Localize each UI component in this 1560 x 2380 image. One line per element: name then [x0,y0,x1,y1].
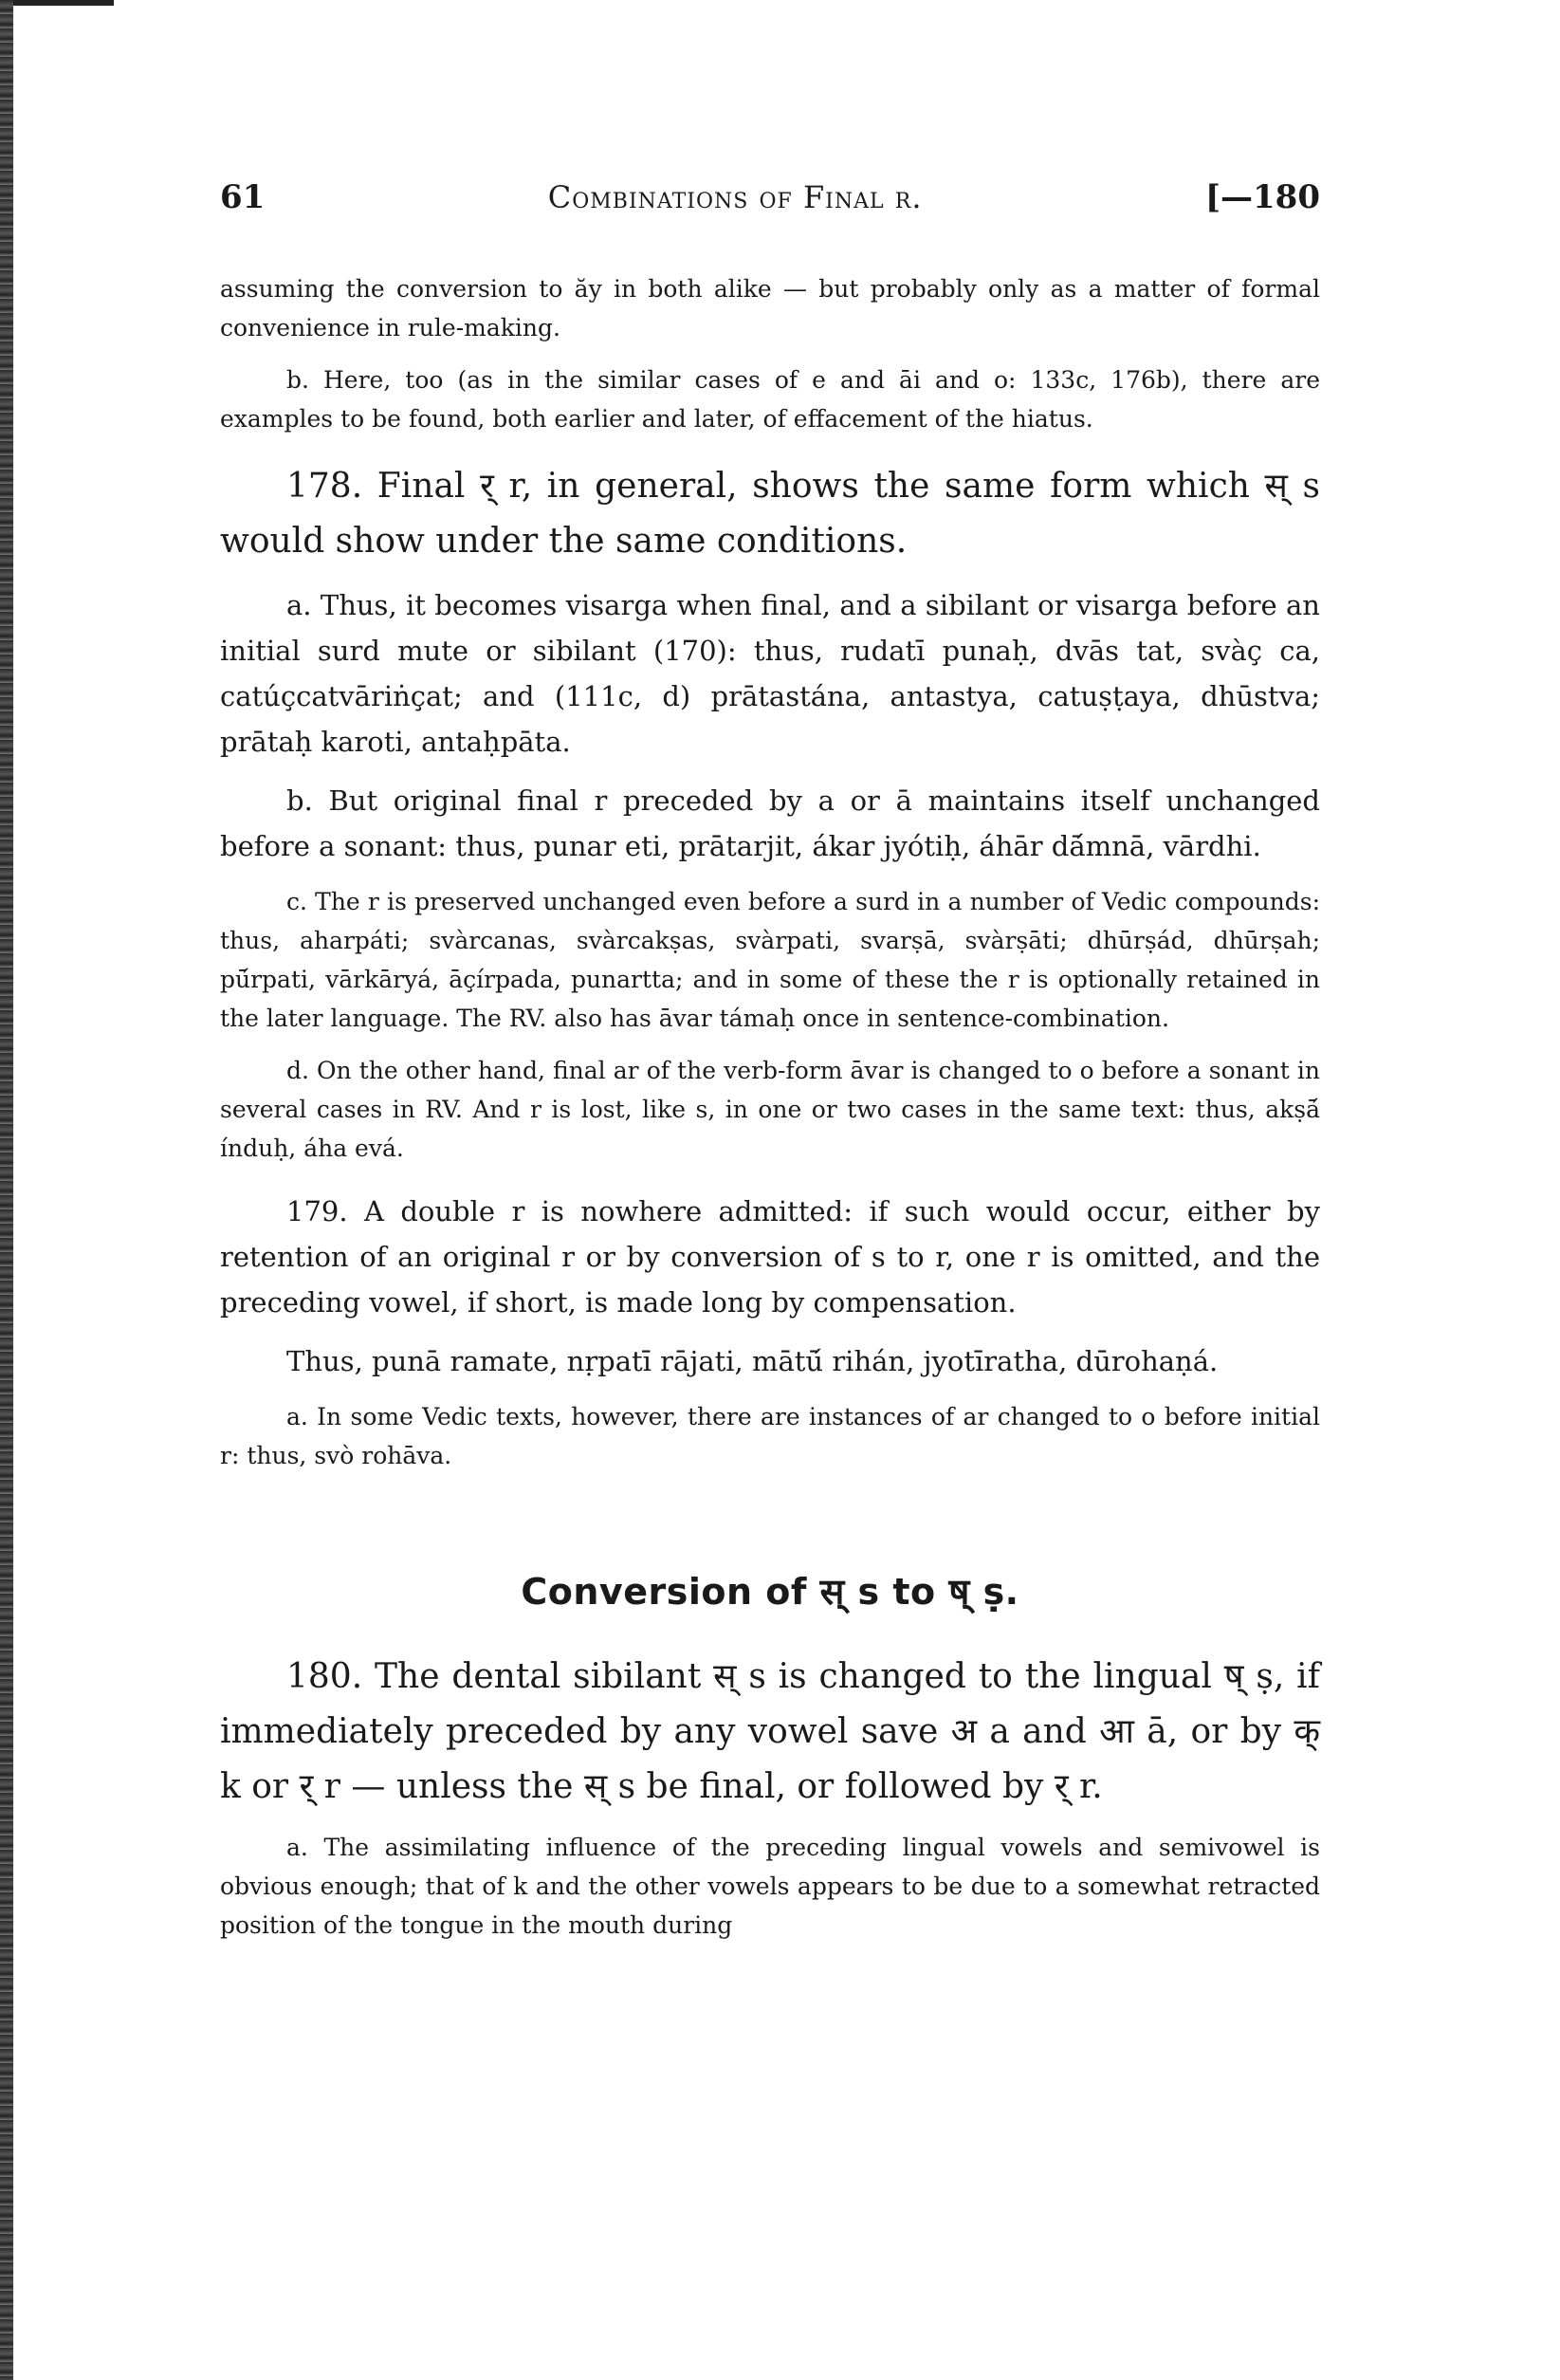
running-header [220,178,1320,216]
paragraph-178: 178. Final र् r, in general, shows the same form which स् s would show under the same conditions. [220,467,1320,561]
book-page [220,178,1320,1945]
section-range: [—180 [1204,178,1320,216]
paragraph-180: 180. The dental sibilant स् s is changed to the lingual ष् ṣ, if immediately preceded by any vowel save अ a and आ ā, or by क् k or र् r — unless the स् s be final, or followed by र् r. [220,1657,1320,1806]
page-number: 61 [220,178,266,216]
intro-paragraph: assuming the conversion to ăy in both alike — but probably only as a matter of formal convenience in rule-making. [220,275,1320,341]
paragraph-180a: a. The assimilating influence of the preceding lingual vowels and semivowel is obvious enough; that of k and the other vowels appears to be due to a somewhat retracted position of the tongue in the mouth during [220,1834,1320,1939]
running-title: Combinations of Final r. [547,179,923,215]
page-binding-edge [0,0,13,2380]
paragraph-178b: b. But original final r preceded by a or ā maintains itself unchanged before a sonant: thus, punar eti, prātarjit, ákar jyótiḥ, áhār dā́mnā, vārdhi. [220,784,1320,862]
paragraph-178c: c. The r is preserved unchanged even before a surd in a number of Vedic compounds: thus, aharpáti; svàrcanas, svàrcakṣas, svàrpati, svarṣā, svàrṣāti; dhūrṣád, dhūrṣah; pū́rpati, vārkāryá, āçírpada, punartta; and in some of these the r is optionally retained in the later language. The RV. also has āvar támaḥ once in sentence-combination. [220,888,1320,1032]
paragraph-179-examples: Thus, punā ramate, nṛpatī rājati, mātū́ rihán, jyotīratha, dūrohaṇá. [286,1345,1219,1377]
paragraph-178d: d. On the other hand, final ar of the verb-form āvar is changed to o before a sonant in several cases in RV. And r is lost, like s, in one or two cases in the same text: thus, akṣā́ índuḥ, áha evá. [220,1057,1320,1162]
paragraph-179a: a. In some Vedic texts, however, there are instances of ar changed to o before initial r: thus, svò rohāva. [220,1403,1320,1469]
section-heading: Conversion of स् s to ष् ṣ. [521,1571,1019,1613]
paragraph-179: 179. A double r is nowhere admitted: if such would occur, either by retention of an original r or by conversion of s to r, one r is omitted, and the preceding vowel, if short, is made long by compensation. [220,1195,1320,1319]
paragraph-178a: a. Thus, it becomes visarga when final, and a sibilant or visarga before an initial surd mute or sibilant (170): thus, rudatī punaḥ, dvās tat, svàç ca, catúçcatvāriṅçat; and (111c, d) prātastána, antastya, catuṣṭaya, dhūstva; prātaḥ karoti, antaḥpāta. [220,589,1320,758]
paragraph-177b: b. Here, too (as in the similar cases of e and āi and o: 133c, 176b), there are examples to be found, both earlier and later, of effacement of the hiatus. [220,366,1320,433]
page-edge-top [0,0,114,6]
